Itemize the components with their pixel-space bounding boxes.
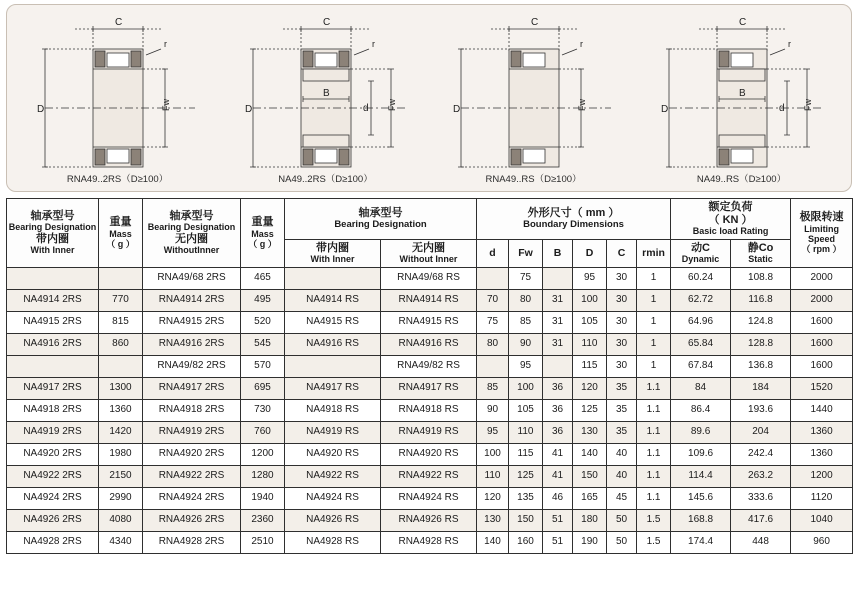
cell-without-inner: RNA49/68 2RS xyxy=(143,267,241,289)
cell-with-inner-rs: NA4928 RS xyxy=(285,531,381,553)
cell-with-inner xyxy=(7,267,99,289)
cell-static: 204 xyxy=(731,421,791,443)
cell-rmin: 1.1 xyxy=(637,377,671,399)
cell-d: 140 xyxy=(477,531,509,553)
cell-speed: 2000 xyxy=(791,267,853,289)
cell-mass-2: 730 xyxy=(241,399,285,421)
th-designation-without-inner: 轴承型号 Bearing Designation 无内圈 WithoutInner xyxy=(143,199,241,268)
cell-D: 95 xyxy=(573,267,607,289)
cell-without-inner-rs: RNA49/68 RS xyxy=(381,267,477,289)
cell-mass-1: 815 xyxy=(99,311,143,333)
th-mass-2: 重量 Mass （ g ） xyxy=(241,199,285,268)
cell-dynamic: 86.4 xyxy=(671,399,731,421)
cell-D: 100 xyxy=(573,289,607,311)
cell-static: 128.8 xyxy=(731,333,791,355)
cell-fw: 80 xyxy=(509,289,543,311)
cell-speed: 1600 xyxy=(791,355,853,377)
cell-rmin: 1.1 xyxy=(637,487,671,509)
cell-mass-2: 695 xyxy=(241,377,285,399)
cell-C: 40 xyxy=(607,465,637,487)
cell-d: 85 xyxy=(477,377,509,399)
cell-d: 120 xyxy=(477,487,509,509)
cell-mass-2: 545 xyxy=(241,333,285,355)
table-row xyxy=(7,311,853,333)
cell-mass-1: 770 xyxy=(99,289,143,311)
svg-text:D: D xyxy=(661,104,669,115)
cell-mass-1 xyxy=(99,267,143,289)
cell-with-inner-rs: NA4916 RS xyxy=(285,333,381,355)
cell-without-inner: RNA4920 2RS xyxy=(143,443,241,465)
th-fw: Fw xyxy=(509,239,543,267)
cell-with-inner: NA4919 2RS xyxy=(7,421,99,443)
cell-without-inner: RNA4922 2RS xyxy=(143,465,241,487)
cell-fw: 75 xyxy=(509,267,543,289)
cell-without-inner-rs: RNA4928 RS xyxy=(381,531,477,553)
cell-mass-2: 1280 xyxy=(241,465,285,487)
cell-with-inner: NA4920 2RS xyxy=(7,443,99,465)
svg-text:C: C xyxy=(739,17,747,28)
table-row xyxy=(7,289,853,311)
cell-without-inner: RNA4914 2RS xyxy=(143,289,241,311)
cell-without-inner-rs: RNA4915 RS xyxy=(381,311,477,333)
cell-mass-2: 1200 xyxy=(241,443,285,465)
cell-rmin: 1 xyxy=(637,355,671,377)
cell-fw: 110 xyxy=(509,421,543,443)
cell-static: 108.8 xyxy=(731,267,791,289)
cell-d: 70 xyxy=(477,289,509,311)
cell-with-inner-rs xyxy=(285,355,381,377)
cell-fw: 115 xyxy=(509,443,543,465)
table-row xyxy=(7,421,853,443)
cell-dynamic: 65.84 xyxy=(671,333,731,355)
cell-with-inner: NA4915 2RS xyxy=(7,311,99,333)
th-boundary-dimensions: 外形尺寸（ mm ） Boundary Dimensions xyxy=(477,199,671,240)
bearing-figure-1 xyxy=(15,11,220,189)
cell-with-inner: NA4914 2RS xyxy=(7,289,99,311)
cell-rmin: 1 xyxy=(637,333,671,355)
svg-text:Fw: Fw xyxy=(803,99,813,111)
svg-text:r: r xyxy=(788,39,791,49)
cell-with-inner-rs: NA4915 RS xyxy=(285,311,381,333)
table-row xyxy=(7,333,853,355)
th-dynamic: 动C Dynamic xyxy=(671,239,731,267)
cell-speed: 1520 xyxy=(791,377,853,399)
cell-dynamic: 67.84 xyxy=(671,355,731,377)
svg-text:d: d xyxy=(363,103,369,114)
cell-without-inner-rs: RNA49/82 RS xyxy=(381,355,477,377)
cell-D: 130 xyxy=(573,421,607,443)
cell-b: 31 xyxy=(543,311,573,333)
cell-mass-2: 520 xyxy=(241,311,285,333)
diagram-panel xyxy=(6,4,852,192)
cell-C: 35 xyxy=(607,377,637,399)
cell-C: 35 xyxy=(607,421,637,443)
cell-mass-2: 760 xyxy=(241,421,285,443)
table-row xyxy=(7,509,853,531)
cell-C: 30 xyxy=(607,267,637,289)
th-basic-load-rating: 额定负荷 （ KN ） Basic load Rating xyxy=(671,199,791,240)
cell-d: 95 xyxy=(477,421,509,443)
cell-static: 184 xyxy=(731,377,791,399)
figure-caption-1: RNA49..2RS（D≥100） xyxy=(66,174,169,185)
cell-d: 90 xyxy=(477,399,509,421)
cell-without-inner: RNA4924 2RS xyxy=(143,487,241,509)
svg-text:C: C xyxy=(115,17,123,28)
cell-C: 50 xyxy=(607,509,637,531)
cell-without-inner-rs: RNA4917 RS xyxy=(381,377,477,399)
cell-fw: 135 xyxy=(509,487,543,509)
cell-b: 36 xyxy=(543,399,573,421)
cell-b: 46 xyxy=(543,487,573,509)
cell-static: 116.8 xyxy=(731,289,791,311)
th-C: C xyxy=(607,239,637,267)
cell-D: 180 xyxy=(573,509,607,531)
cell-mass-1: 1420 xyxy=(99,421,143,443)
svg-text:B: B xyxy=(323,88,330,99)
cell-speed: 1120 xyxy=(791,487,853,509)
cell-C: 30 xyxy=(607,333,637,355)
cell-with-inner: NA4928 2RS xyxy=(7,531,99,553)
cell-D: 150 xyxy=(573,465,607,487)
cell-D: 165 xyxy=(573,487,607,509)
cell-without-inner-rs: RNA4926 RS xyxy=(381,509,477,531)
cell-rmin: 1.5 xyxy=(637,509,671,531)
svg-text:C: C xyxy=(531,17,539,28)
cell-with-inner xyxy=(7,355,99,377)
cell-with-inner-rs: NA4920 RS xyxy=(285,443,381,465)
table-body xyxy=(7,267,853,553)
th-designation-with-inner: 轴承型号 Bearing Designation 带内圈 With Inner xyxy=(7,199,99,268)
cell-d: 80 xyxy=(477,333,509,355)
cell-dynamic: 89.6 xyxy=(671,421,731,443)
cell-mass-1: 860 xyxy=(99,333,143,355)
cell-b: 31 xyxy=(543,289,573,311)
cell-D: 115 xyxy=(573,355,607,377)
table-row xyxy=(7,355,853,377)
cell-C: 30 xyxy=(607,355,637,377)
cell-fw: 150 xyxy=(509,509,543,531)
cell-mass-2: 465 xyxy=(241,267,285,289)
cell-static: 124.8 xyxy=(731,311,791,333)
cell-rmin: 1.1 xyxy=(637,443,671,465)
figure-caption-3: RNA49..RS（D≥100） xyxy=(485,174,582,185)
cell-mass-1 xyxy=(99,355,143,377)
cell-static: 333.6 xyxy=(731,487,791,509)
cell-speed: 1360 xyxy=(791,421,853,443)
svg-text:d: d xyxy=(779,103,785,114)
cell-with-inner-rs: NA4919 RS xyxy=(285,421,381,443)
table-row xyxy=(7,465,853,487)
cell-b: 41 xyxy=(543,465,573,487)
cell-rmin: 1.5 xyxy=(637,531,671,553)
cell-with-inner-rs: NA4917 RS xyxy=(285,377,381,399)
cell-speed: 960 xyxy=(791,531,853,553)
cell-dynamic: 84 xyxy=(671,377,731,399)
cell-speed: 1360 xyxy=(791,443,853,465)
cell-D: 125 xyxy=(573,399,607,421)
th-D: D xyxy=(573,239,607,267)
cell-static: 136.8 xyxy=(731,355,791,377)
cell-mass-2: 1940 xyxy=(241,487,285,509)
svg-text:Fw: Fw xyxy=(577,99,587,111)
svg-text:B: B xyxy=(739,88,746,99)
cell-without-inner-rs: RNA4919 RS xyxy=(381,421,477,443)
cell-speed: 1600 xyxy=(791,333,853,355)
cell-rmin: 1 xyxy=(637,289,671,311)
cell-C: 35 xyxy=(607,399,637,421)
cell-D: 110 xyxy=(573,333,607,355)
cell-d: 75 xyxy=(477,311,509,333)
cell-dynamic: 145.6 xyxy=(671,487,731,509)
cell-mass-1: 4080 xyxy=(99,509,143,531)
th-mass-1: 重量 Mass （ g ） xyxy=(99,199,143,268)
cell-with-inner: NA4916 2RS xyxy=(7,333,99,355)
cell-with-inner-rs: NA4924 RS xyxy=(285,487,381,509)
cell-static: 448 xyxy=(731,531,791,553)
table-row xyxy=(7,399,853,421)
cell-d: 130 xyxy=(477,509,509,531)
cell-without-inner-rs: RNA4914 RS xyxy=(381,289,477,311)
cell-dynamic: 168.8 xyxy=(671,509,731,531)
cell-mass-1: 1980 xyxy=(99,443,143,465)
cell-without-inner: RNA4928 2RS xyxy=(143,531,241,553)
cell-mass-1: 4340 xyxy=(99,531,143,553)
cell-b: 51 xyxy=(543,531,573,553)
svg-text:Fw: Fw xyxy=(161,99,171,111)
cell-with-inner: NA4924 2RS xyxy=(7,487,99,509)
cell-C: 30 xyxy=(607,289,637,311)
cell-mass-1: 2150 xyxy=(99,465,143,487)
cell-mass-1: 1360 xyxy=(99,399,143,421)
cell-rmin: 1.1 xyxy=(637,399,671,421)
cell-speed: 1040 xyxy=(791,509,853,531)
cell-static: 242.4 xyxy=(731,443,791,465)
cell-with-inner-rs: NA4914 RS xyxy=(285,289,381,311)
bearing-figure-2 xyxy=(223,11,428,189)
cell-dynamic: 60.24 xyxy=(671,267,731,289)
table-row xyxy=(7,377,853,399)
cell-C: 50 xyxy=(607,531,637,553)
cell-b: 36 xyxy=(543,421,573,443)
cell-static: 193.6 xyxy=(731,399,791,421)
th-rmin: rmin xyxy=(637,239,671,267)
cell-b xyxy=(543,355,573,377)
bearing-figure-4 xyxy=(639,11,844,189)
cell-fw: 100 xyxy=(509,377,543,399)
cell-fw: 95 xyxy=(509,355,543,377)
svg-text:r: r xyxy=(164,39,167,49)
cell-fw: 105 xyxy=(509,399,543,421)
svg-text:C: C xyxy=(323,17,331,28)
cell-b: 41 xyxy=(543,443,573,465)
cell-b: 36 xyxy=(543,377,573,399)
table-row xyxy=(7,487,853,509)
cell-without-inner: RNA4926 2RS xyxy=(143,509,241,531)
cell-static: 417.6 xyxy=(731,509,791,531)
cell-with-inner: NA4918 2RS xyxy=(7,399,99,421)
cell-D: 190 xyxy=(573,531,607,553)
cell-speed: 1440 xyxy=(791,399,853,421)
cell-without-inner-rs: RNA4916 RS xyxy=(381,333,477,355)
svg-text:D: D xyxy=(453,104,461,115)
table-row xyxy=(7,267,853,289)
svg-text:D: D xyxy=(245,104,253,115)
cell-without-inner-rs: RNA4922 RS xyxy=(381,465,477,487)
cell-with-inner-rs: NA4922 RS xyxy=(285,465,381,487)
cell-speed: 2000 xyxy=(791,289,853,311)
figure-caption-4: NA49..RS（D≥100） xyxy=(696,174,787,185)
table-row xyxy=(7,443,853,465)
cell-C: 30 xyxy=(607,311,637,333)
table-row xyxy=(7,531,853,553)
cell-without-inner: RNA4917 2RS xyxy=(143,377,241,399)
cell-without-inner-rs: RNA4924 RS xyxy=(381,487,477,509)
cell-speed: 1200 xyxy=(791,465,853,487)
cell-without-inner: RNA4918 2RS xyxy=(143,399,241,421)
cell-mass-2: 2510 xyxy=(241,531,285,553)
cell-b: 51 xyxy=(543,509,573,531)
cell-D: 140 xyxy=(573,443,607,465)
th-b: B xyxy=(543,239,573,267)
svg-text:Fw: Fw xyxy=(387,99,397,111)
cell-dynamic: 62.72 xyxy=(671,289,731,311)
cell-with-inner: NA4926 2RS xyxy=(7,509,99,531)
svg-text:r: r xyxy=(580,39,583,49)
cell-dynamic: 114.4 xyxy=(671,465,731,487)
cell-mass-1: 1300 xyxy=(99,377,143,399)
cell-d: 100 xyxy=(477,443,509,465)
th-limiting-speed: 极限转速 Limiting Speed （ rpm ） xyxy=(791,199,853,268)
cell-fw: 90 xyxy=(509,333,543,355)
cell-with-inner: NA4917 2RS xyxy=(7,377,99,399)
cell-D: 105 xyxy=(573,311,607,333)
cell-without-inner: RNA4915 2RS xyxy=(143,311,241,333)
cell-b xyxy=(543,267,573,289)
svg-text:r: r xyxy=(372,39,375,49)
cell-fw: 85 xyxy=(509,311,543,333)
th-sub-without-inner: 无内圈 Without Inner xyxy=(381,239,477,267)
cell-with-inner-rs xyxy=(285,267,381,289)
specification-table-wrapper xyxy=(6,198,852,554)
cell-without-inner: RNA4919 2RS xyxy=(143,421,241,443)
th-d: d xyxy=(477,239,509,267)
cell-mass-2: 495 xyxy=(241,289,285,311)
cell-C: 45 xyxy=(607,487,637,509)
cell-rmin: 1.1 xyxy=(637,421,671,443)
cell-fw: 160 xyxy=(509,531,543,553)
cell-D: 120 xyxy=(573,377,607,399)
cell-rmin: 1 xyxy=(637,311,671,333)
cell-mass-2: 2360 xyxy=(241,509,285,531)
cell-d xyxy=(477,267,509,289)
cell-b: 31 xyxy=(543,333,573,355)
cell-dynamic: 174.4 xyxy=(671,531,731,553)
cell-mass-1: 2990 xyxy=(99,487,143,509)
cell-d xyxy=(477,355,509,377)
cell-dynamic: 109.6 xyxy=(671,443,731,465)
cell-fw: 125 xyxy=(509,465,543,487)
th-group-designation: 轴承型号 Bearing Designation xyxy=(285,199,477,240)
cell-with-inner-rs: NA4918 RS xyxy=(285,399,381,421)
cell-rmin: 1.1 xyxy=(637,465,671,487)
cell-d: 110 xyxy=(477,465,509,487)
cell-with-inner-rs: NA4926 RS xyxy=(285,509,381,531)
bearing-figure-3 xyxy=(431,11,636,189)
cell-without-inner: RNA49/82 2RS xyxy=(143,355,241,377)
th-static: 静Co Static xyxy=(731,239,791,267)
cell-C: 40 xyxy=(607,443,637,465)
figure-caption-2: NA49..2RS（D≥100） xyxy=(278,174,373,185)
cell-with-inner: NA4922 2RS xyxy=(7,465,99,487)
cell-speed: 1600 xyxy=(791,311,853,333)
cell-dynamic: 64.96 xyxy=(671,311,731,333)
cell-rmin: 1 xyxy=(637,267,671,289)
cell-without-inner-rs: RNA4920 RS xyxy=(381,443,477,465)
cell-static: 263.2 xyxy=(731,465,791,487)
th-sub-with-inner: 带内圈 With Inner xyxy=(285,239,381,267)
cell-without-inner-rs: RNA4918 RS xyxy=(381,399,477,421)
svg-text:D: D xyxy=(37,104,45,115)
cell-mass-2: 570 xyxy=(241,355,285,377)
specification-table xyxy=(6,198,853,554)
cell-without-inner: RNA4916 2RS xyxy=(143,333,241,355)
